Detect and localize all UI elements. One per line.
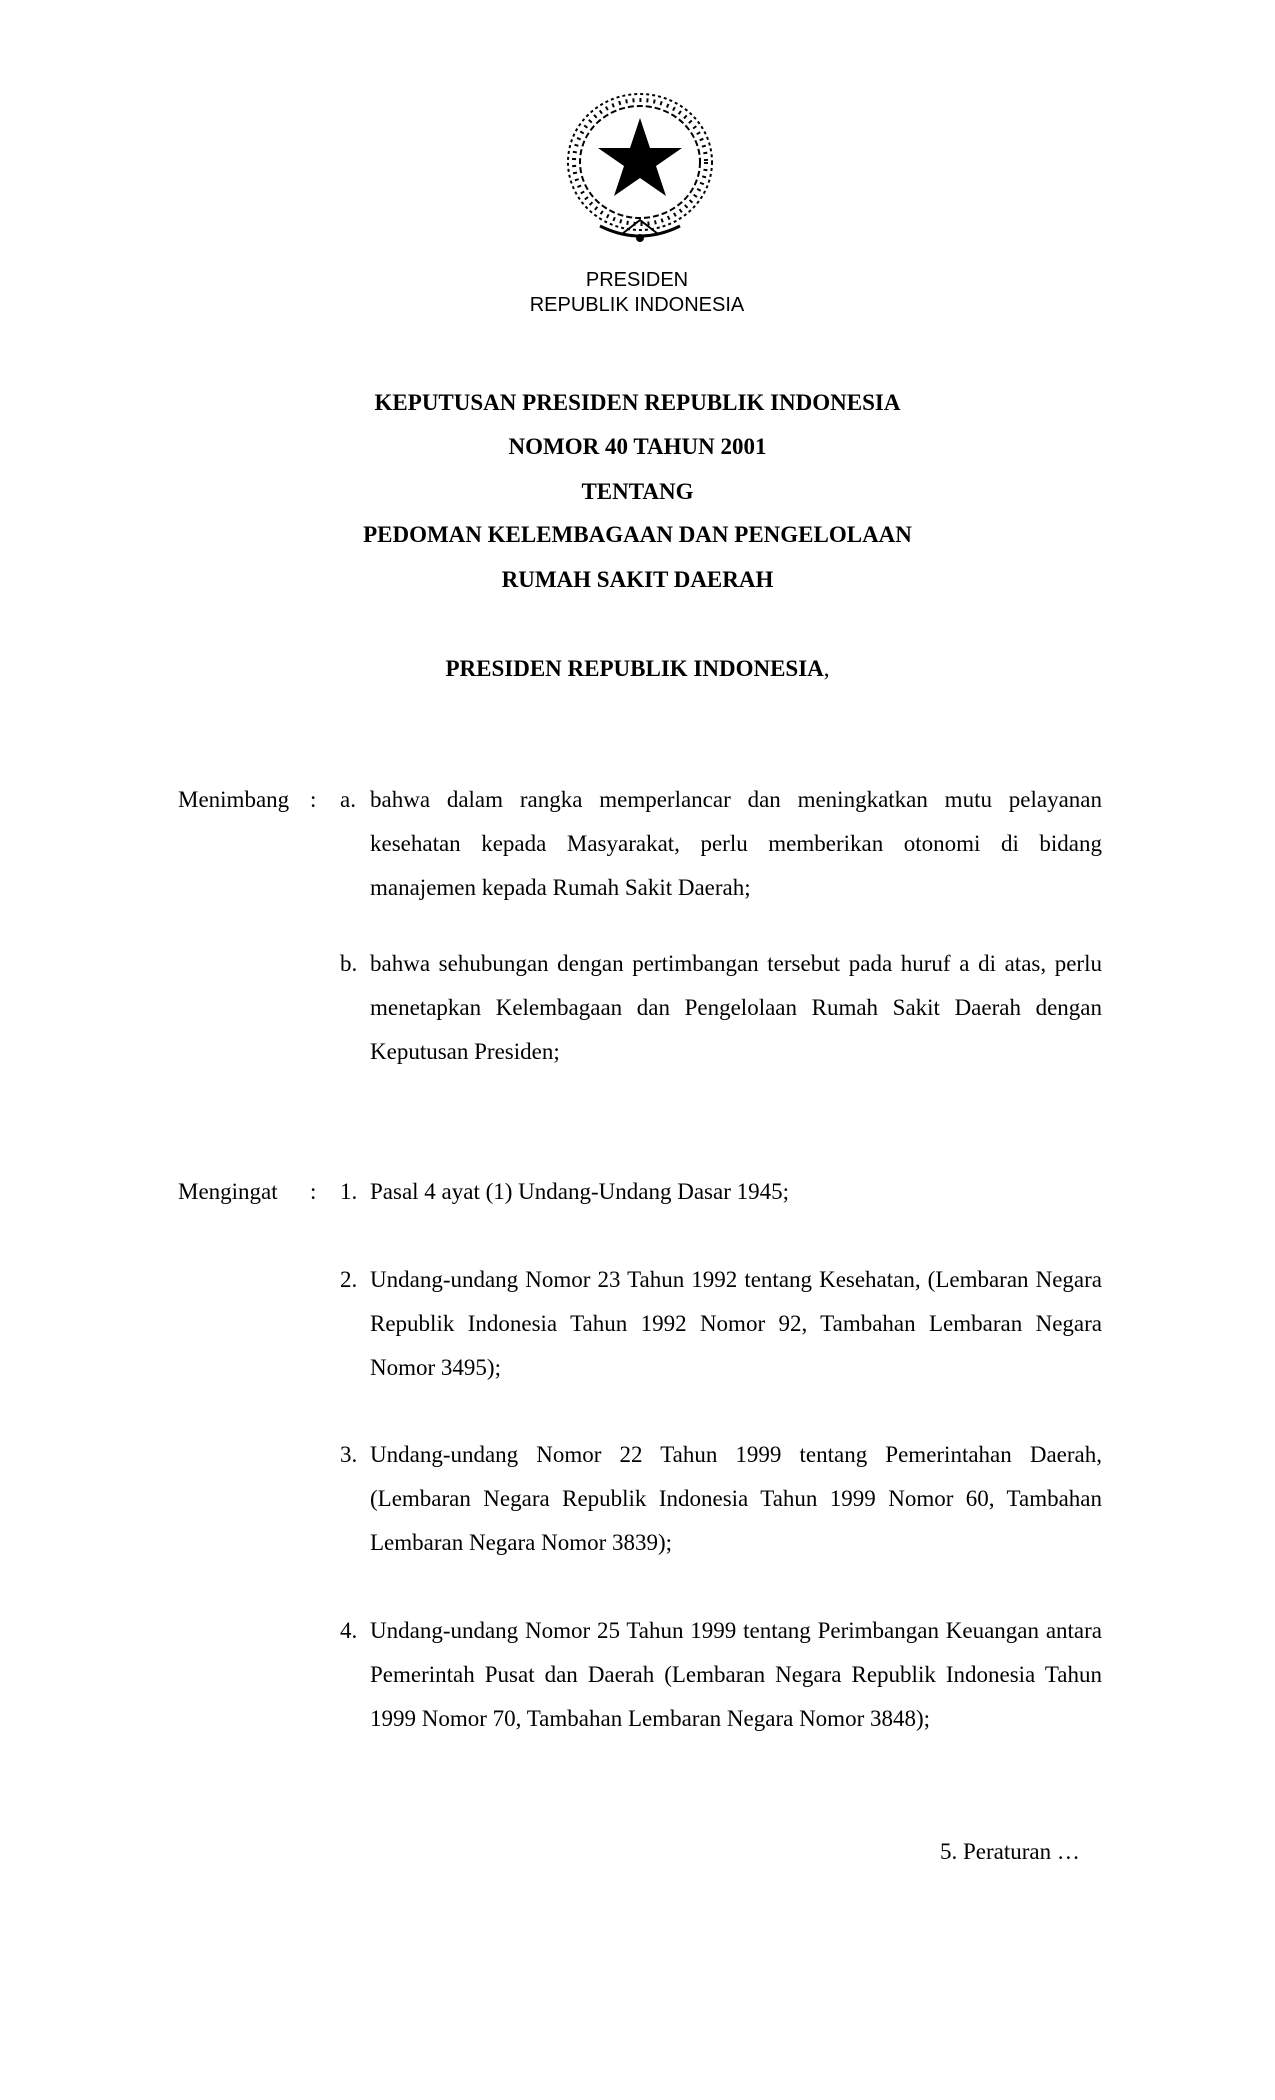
menimbang-item-b: bahwa sehubungan dengan pertimbangan tersebut pada huruf a di atas, perlu menetapkan Kelembagaan dan Pengelolaan Rumah Sakit Daerah dengan Keputusan Presiden;: [370, 951, 1102, 1064]
institution-line-president: PRESIDEN: [585, 269, 689, 291]
mengingat-marker-3: 3.: [340, 1442, 358, 1467]
garuda-star-emblem-icon: [560, 88, 720, 250]
mengingat-marker-2: 2.: [340, 1267, 358, 1292]
decree-subject-line1: PEDOMAN KELEMBAGAAN DAN PENGELOLAAN: [363, 522, 912, 547]
issuer-name: PRESIDEN REPUBLIK INDONESIA: [445, 656, 824, 681]
mengingat-colon: :: [310, 1179, 317, 1204]
mengingat-item-2: Undang-undang Nomor 23 Tahun 1992 tentang Kesehatan, (Lembaran Negara Republik Indonesia Tahun 1992 Nomor 92, Tambahan Lembaran Negara Nomor 3495);: [370, 1267, 1102, 1380]
mengingat-item-3: Undang-undang Nomor 22 Tahun 1999 tentang Pemerintahan Daerah, (Lembaran Negara Republik Indonesia Tahun 1999 Nomor 60, Tambahan Lembaran Negara Nomor 3839);: [370, 1442, 1102, 1555]
issuer-punctuation: ,: [823, 656, 830, 681]
issuer-heading: [0, 656, 1275, 682]
mengingat-item-4: Undang-undang Nomor 25 Tahun 1999 tentang Perimbangan Keuangan antara Pemerintah Pusat dan Daerah (Lembaran Negara Republik Indonesia Tahun 1999 Nomor 70, Tambahan Lembaran Negara Nomor 3848);: [370, 1618, 1102, 1731]
menimbang-marker-a: a.: [340, 787, 356, 812]
mengingat-marker-1: 1.: [340, 1179, 358, 1204]
page-continuation: 5. Peraturan …: [940, 1839, 1080, 1864]
decree-subject-line2: RUMAH SAKIT DAERAH: [501, 567, 774, 592]
mengingat-item-1: Pasal 4 ayat (1) Undang-Undang Dasar 1945;: [370, 1179, 789, 1204]
decree-title: KEPUTUSAN PRESIDEN REPUBLIK INDONESIA: [374, 390, 901, 415]
menimbang-marker-b: b.: [340, 951, 358, 976]
menimbang-item-a: bahwa dalam rangka memperlancar dan meningkatkan mutu pelayanan kesehatan kepada Masyarakat, perlu memberikan otonomi di bidang manajemen kepada Rumah Sakit Daerah;: [370, 787, 1102, 900]
institution-line-republic: REPUBLIK INDONESIA: [529, 294, 745, 316]
mengingat-marker-4: 4.: [340, 1618, 358, 1643]
decree-number: NOMOR 40 TAHUN 2001: [508, 434, 767, 459]
decree-about-label: TENTANG: [581, 479, 694, 504]
menimbang-label: Menimbang: [178, 787, 290, 812]
mengingat-label: Mengingat: [178, 1179, 278, 1204]
menimbang-colon: :: [310, 787, 317, 812]
